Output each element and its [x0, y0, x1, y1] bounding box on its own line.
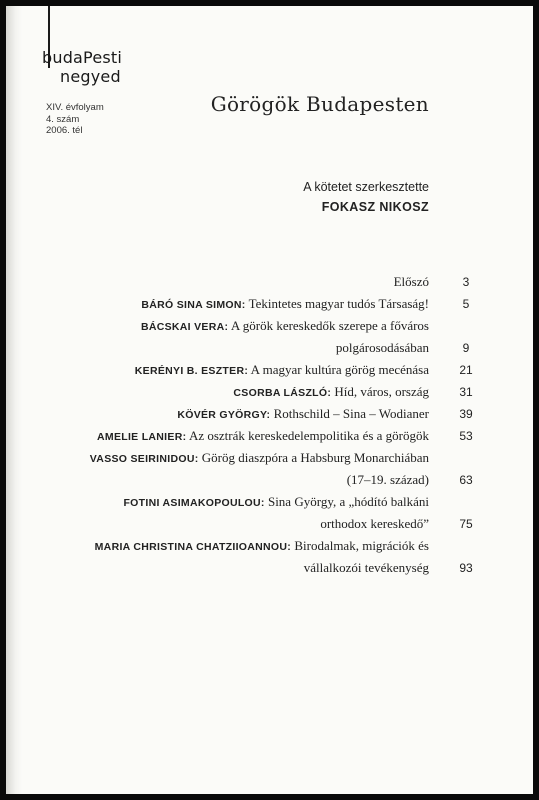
toc-line — [336, 340, 429, 356]
toc-author: BÁCSKAI VERA: — [140, 321, 229, 333]
toc-title-text: Híd, város, ország — [334, 384, 429, 399]
toc-entry — [6, 318, 533, 362]
volume-label: XIV. évfolyam — [46, 102, 104, 113]
season-label: 2006. tél — [46, 125, 83, 136]
toc-line — [394, 274, 429, 290]
toc-line — [177, 406, 429, 422]
toc-author: AMELIE LANIER: — [97, 431, 187, 443]
toc-author: KÖVÉR GYÖRGY: — [177, 409, 271, 421]
toc-title-text: Rothschild – Sina – Wodianer — [273, 406, 429, 421]
toc-title-text: Az osztrák kereskedelempolitika és a görögök — [188, 428, 429, 443]
toc-title-text: Birodalmak, migrációk és — [294, 538, 429, 553]
editor-note: A kötetet szerkesztette — [303, 180, 429, 194]
toc-title-text: orthodox kereskedő” — [320, 516, 429, 531]
toc-title-text: A magyar kultúra görög mecénása — [250, 362, 429, 377]
toc-author: CSORBA LÁSZLÓ: — [233, 387, 332, 399]
logo-line-2: negyed — [60, 67, 121, 86]
toc-entry — [6, 494, 533, 538]
toc-page-number: 3 — [462, 275, 470, 289]
page-title: Görögök Budapesten — [210, 92, 429, 116]
toc-line — [233, 384, 429, 400]
toc-author: KERÉNYI B. ESZTER: — [134, 365, 249, 377]
logo-line-1: budaPesti — [42, 48, 123, 67]
toc-page-number: 9 — [462, 341, 470, 355]
toc-entry — [6, 296, 533, 318]
toc-page-number: 21 — [459, 363, 473, 377]
toc-line — [141, 318, 429, 334]
toc-author: FOTINI ASIMAKOPOULOU: — [123, 497, 265, 509]
toc-line — [347, 472, 429, 488]
toc-title-text: A görök kereskedők szerepe a főváros — [230, 318, 429, 333]
toc-line — [123, 494, 429, 510]
toc-page-number: 63 — [459, 473, 473, 487]
toc-line — [97, 428, 429, 444]
toc-title-text: Sina György, a „hódító balkáni — [267, 494, 429, 509]
toc-title-text: polgárosodásában — [335, 340, 429, 355]
toc-title-text: vállalkozói tevékenység — [303, 560, 429, 575]
issue-label: 4. szám — [46, 113, 80, 125]
toc-page-number: 93 — [459, 561, 473, 575]
journal-logo — [42, 50, 122, 85]
toc-page-number: 5 — [462, 297, 470, 311]
toc-line — [135, 362, 429, 378]
toc-entry — [6, 274, 533, 296]
toc-page-number: 75 — [459, 517, 473, 531]
toc-entry — [6, 384, 533, 406]
toc-page-number: 39 — [459, 407, 473, 421]
toc-author: MARIA CHRISTINA CHATZIIOANNOU: — [94, 541, 292, 553]
toc-author: BÁRÓ SINA SIMON: — [141, 299, 246, 311]
book-page — [6, 6, 533, 794]
editor-name: FOKASZ NIKOSZ — [321, 200, 429, 214]
toc-entry — [6, 406, 533, 428]
issue-meta — [46, 102, 104, 137]
toc-entry — [6, 428, 533, 450]
toc-line — [320, 516, 429, 532]
toc-page-number: 53 — [459, 429, 473, 443]
toc-entry — [6, 538, 533, 582]
toc-line — [141, 296, 429, 312]
toc-line — [304, 560, 429, 576]
toc-author: VASSO SEIRINIDOU: — [89, 453, 199, 465]
toc-page-number: 31 — [459, 385, 473, 399]
toc-entry — [6, 362, 533, 384]
toc-line — [90, 450, 429, 466]
toc-title-text: Görög diaszpóra a Habsburg Monarchiában — [201, 450, 429, 465]
toc-title-text: Előszó — [393, 274, 429, 289]
toc-line — [95, 538, 429, 554]
toc-entry — [6, 450, 533, 494]
toc-title-text: (17–19. század) — [346, 472, 429, 487]
toc-title-text: Tekintetes magyar tudós Társaság! — [248, 296, 429, 311]
